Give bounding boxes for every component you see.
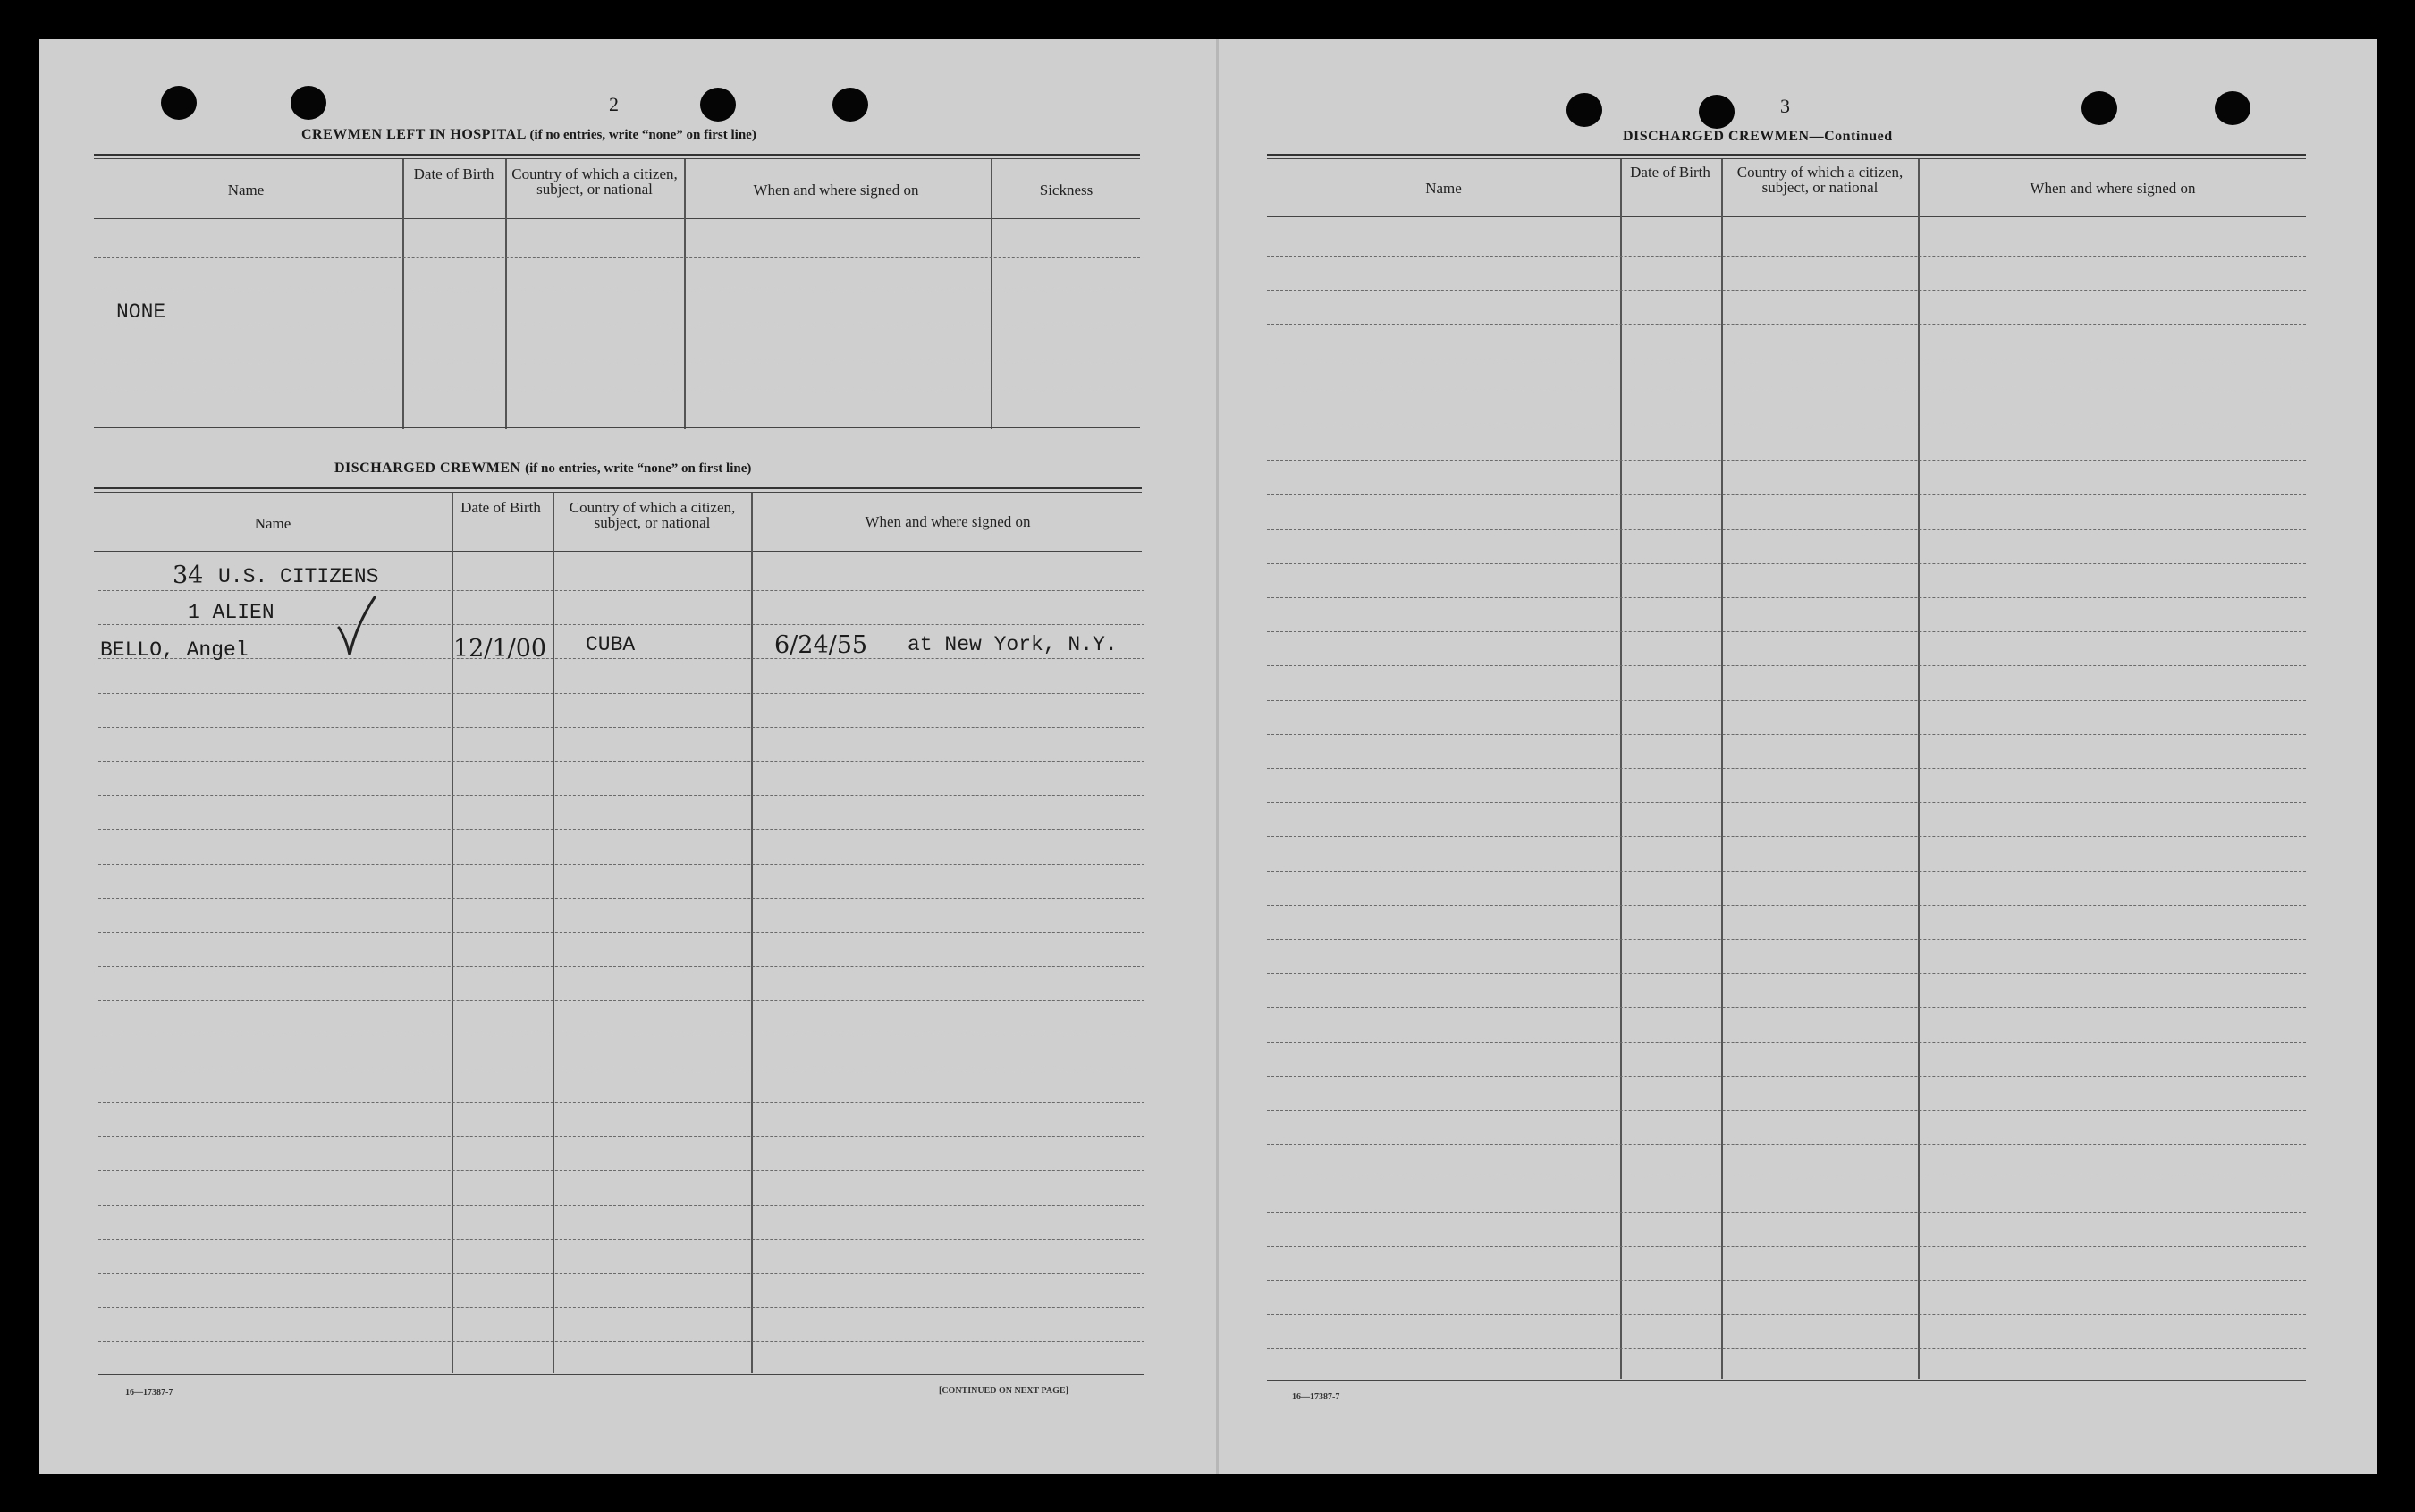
ruled-line — [98, 1136, 1144, 1137]
hospital-col-divider — [402, 159, 404, 429]
ruled-line — [1267, 597, 2306, 598]
bottom-rule — [98, 1374, 1144, 1375]
hospital-col-name: Name — [227, 182, 265, 199]
hospital-entry-none: NONE — [116, 300, 166, 324]
ruled-line — [1267, 1042, 2306, 1043]
summary-us-count: 34 — [173, 562, 204, 589]
ruled-line — [98, 1205, 1144, 1206]
row-country: CUBA — [586, 633, 636, 656]
right-page-number: 3 — [1780, 95, 1790, 117]
ruled-line — [1267, 529, 2306, 530]
right-col-name: Name — [1425, 180, 1462, 197]
right-col-divider — [1620, 159, 1622, 1379]
discharged-col-signed: When and where signed on — [865, 513, 1031, 530]
punch-hole — [2215, 91, 2250, 125]
ruled-line — [1267, 563, 2306, 564]
hospital-top-rule-2 — [94, 158, 1140, 159]
hospital-col-signed: When and where signed on — [753, 182, 919, 199]
right-col-signed: When and where signed on — [2030, 180, 2196, 197]
left-form-number: 16—17387-7 — [125, 1388, 173, 1398]
ruled-line — [1267, 324, 2306, 325]
row-dob: 12/1/00 — [453, 635, 547, 663]
row-name: BELLO, Angel — [100, 638, 249, 662]
punch-hole — [700, 88, 736, 122]
ruled-line — [1267, 1280, 2306, 1281]
ruled-line — [1267, 836, 2306, 837]
punch-hole — [1566, 93, 1602, 127]
ruled-line — [1267, 290, 2306, 291]
punch-hole — [2081, 91, 2117, 125]
right-section-title: DISCHARGED CREWMEN—Continued — [1623, 129, 1893, 144]
ruled-line — [98, 761, 1144, 762]
ruled-line — [1267, 1314, 2306, 1315]
right-col-divider — [1918, 159, 1920, 1379]
right-col-country: Country of which a citizen, subject, or national — [1736, 164, 1904, 196]
discharged-col-dob: Date of Birth — [460, 499, 541, 516]
hospital-bottom-rule — [94, 427, 1140, 428]
ruled-line — [98, 658, 1144, 659]
right-top-rule-2 — [1267, 158, 2306, 159]
ruled-line — [98, 864, 1144, 865]
right-top-rule — [1267, 154, 2306, 156]
ruled-line — [98, 795, 1144, 796]
ruled-line — [98, 727, 1144, 728]
hospital-col-country: Country of which a citizen, subject, or national — [511, 165, 678, 198]
ruled-line — [98, 829, 1144, 830]
ruled-line — [1267, 939, 2306, 940]
punch-hole — [161, 86, 197, 120]
discharged-section-title — [334, 460, 751, 477]
right-col-dob: Date of Birth — [1630, 164, 1710, 181]
ruled-line — [1267, 494, 2306, 495]
hospital-top-rule — [94, 154, 1140, 156]
ruled-line — [1267, 460, 2306, 461]
hospital-col-divider — [684, 159, 686, 429]
hospital-title-text: CREWMEN LEFT IN HOSPITAL — [301, 127, 527, 142]
ruled-line — [98, 1102, 1144, 1103]
hospital-row-line — [94, 257, 1140, 258]
ruled-line — [98, 932, 1144, 933]
row-signed-date: 6/24/55 — [774, 631, 868, 659]
hospital-col-sickness: Sickness — [1039, 182, 1094, 199]
discharged-header-rule — [94, 551, 1142, 552]
bottom-rule — [1267, 1380, 2306, 1381]
discharged-col-name: Name — [254, 515, 291, 532]
ruled-line — [1267, 1246, 2306, 1247]
document-sheet — [39, 39, 2377, 1474]
ruled-line — [98, 693, 1144, 694]
discharged-subtitle-text: (if no entries, write “none” on first line) — [525, 461, 752, 476]
checkmark-icon — [335, 594, 380, 658]
hospital-section-title — [301, 127, 756, 143]
ruled-line — [98, 590, 1144, 591]
ruled-line — [98, 624, 1144, 625]
ruled-line — [1267, 1007, 2306, 1008]
ruled-line — [1267, 973, 2306, 974]
ruled-line — [1267, 256, 2306, 257]
ruled-line — [1267, 905, 2306, 906]
ruled-line — [98, 1000, 1144, 1001]
ruled-line — [1267, 802, 2306, 803]
summary-alien: 1 ALIEN — [188, 601, 274, 624]
page-fold — [1216, 39, 1219, 1474]
right-form-number: 16—17387-7 — [1292, 1392, 1340, 1402]
discharged-top-rule-2 — [94, 492, 1142, 493]
punch-hole — [832, 88, 868, 122]
punch-hole — [1699, 95, 1735, 129]
ruled-line — [98, 1307, 1144, 1308]
ruled-line — [1267, 734, 2306, 735]
hospital-col-divider — [991, 159, 992, 429]
hospital-col-dob: Date of Birth — [413, 165, 494, 182]
discharged-top-rule — [94, 487, 1142, 489]
summary-us-citizens: U.S. CITIZENS — [218, 565, 379, 588]
continued-note: [CONTINUED ON NEXT PAGE] — [939, 1386, 1068, 1396]
discharged-title-text: DISCHARGED CREWMEN — [334, 460, 521, 476]
ruled-line — [1267, 665, 2306, 666]
ruled-line — [1267, 1212, 2306, 1213]
ruled-line — [98, 1341, 1144, 1342]
ruled-line — [1267, 871, 2306, 872]
hospital-col-divider — [505, 159, 507, 429]
discharged-col-country: Country of which a citizen, subject, or national — [569, 499, 736, 531]
ruled-line — [98, 966, 1144, 967]
ruled-line — [1267, 768, 2306, 769]
ruled-line — [98, 1170, 1144, 1171]
right-header-rule — [1267, 216, 2306, 217]
ruled-line — [1267, 1348, 2306, 1349]
row-signed-place: at New York, N.Y. — [908, 633, 1118, 656]
hospital-header-rule — [94, 218, 1140, 219]
ruled-line — [98, 898, 1144, 899]
ruled-line — [1267, 1110, 2306, 1111]
ruled-line — [98, 1239, 1144, 1240]
ruled-line — [1267, 1144, 2306, 1145]
ruled-line — [98, 1273, 1144, 1274]
ruled-line — [1267, 700, 2306, 701]
hospital-subtitle-text: (if no entries, write “none” on first line) — [529, 128, 756, 142]
punch-hole — [291, 86, 326, 120]
left-page-number: 2 — [609, 93, 619, 115]
right-col-divider — [1721, 159, 1723, 1379]
ruled-line — [1267, 1076, 2306, 1077]
ruled-line — [1267, 631, 2306, 632]
